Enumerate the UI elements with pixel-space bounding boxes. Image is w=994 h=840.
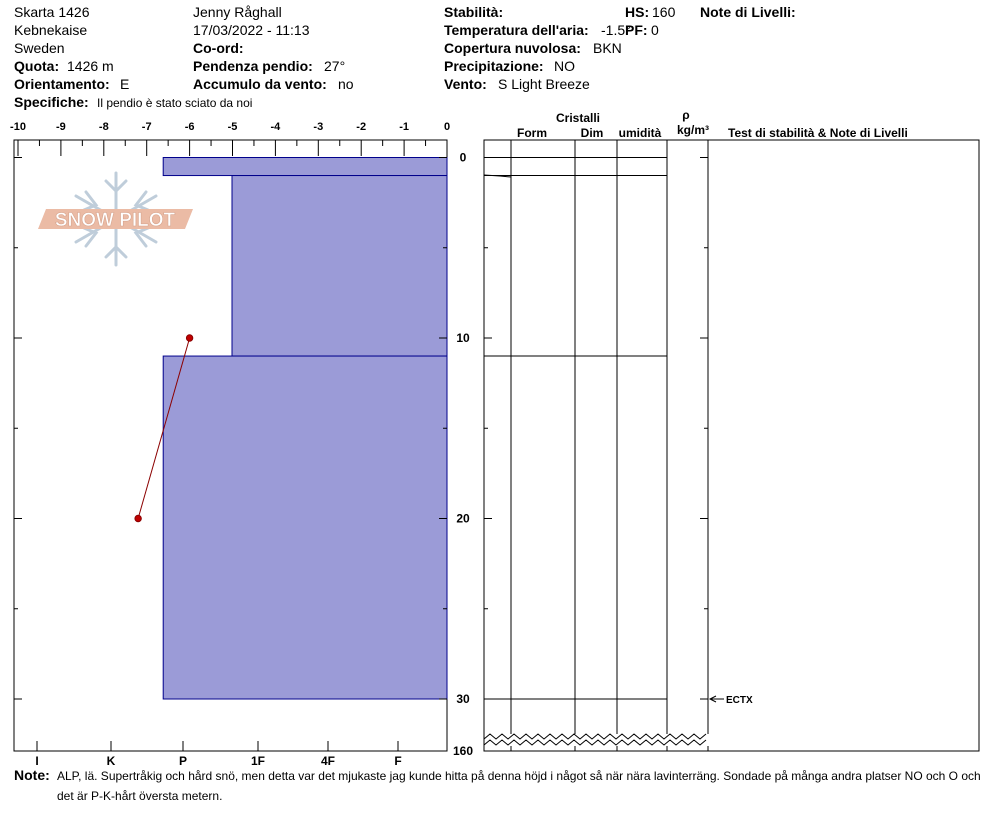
region: Kebnekaise — [14, 22, 88, 38]
col-form: Form — [517, 126, 547, 140]
hs-value: 160 — [652, 4, 676, 20]
aspect-value: E — [120, 76, 130, 92]
country: Sweden — [14, 40, 65, 56]
wind-loading-label: Accumulo da vento: — [193, 76, 327, 92]
stability-test-label: ECTX — [726, 695, 753, 706]
layer-notes-label: Note di Livelli: — [700, 4, 796, 20]
precip-value: NO — [554, 58, 575, 74]
details-label: Specifiche: — [14, 94, 89, 110]
details-value: Il pendio è stato sciato da noi — [97, 96, 253, 110]
temp-tick-label: -9 — [56, 121, 66, 133]
break-zigzag-lower — [484, 740, 706, 745]
layer-1 — [163, 158, 447, 176]
air-temp-label: Temperatura dell'aria: — [444, 22, 589, 38]
hardness-tick-label: P — [178, 754, 188, 768]
sky-value: BKN — [593, 40, 622, 56]
notes-label: Note: — [14, 767, 50, 783]
slope-label: Pendenza pendio: — [193, 58, 313, 74]
elevation-value: 1426 m — [67, 58, 114, 74]
temp-tick-label: -1 — [399, 121, 409, 133]
stability-label: Stabilità: — [444, 4, 504, 20]
pen-label: PF: — [625, 22, 648, 38]
elevation-label: Quota: — [14, 58, 60, 74]
break-zigzag-upper — [484, 734, 706, 739]
depth-label: 20 — [456, 511, 470, 526]
hardness-tick-label: 1F — [250, 754, 266, 768]
datetime: 17/03/2022 - 11:13 — [193, 22, 310, 38]
temp-tick-label: -5 — [227, 121, 238, 133]
wind-label: Vento: — [444, 76, 487, 92]
depth-label: 30 — [456, 692, 470, 706]
layers-group — [163, 158, 447, 700]
hardness-tick-label: I — [35, 754, 39, 768]
observer: Jenny Råghall — [193, 4, 282, 20]
col-tests: Test di stabilità & Note di Livelli — [728, 126, 908, 140]
col-size: Dim — [580, 126, 604, 140]
depth-label: 10 — [456, 331, 470, 345]
col-density: kg/m³ — [676, 123, 710, 137]
temp-tick-label: -3 — [313, 121, 324, 133]
temp-tick-label: 0 — [443, 121, 451, 133]
layer-2 — [232, 176, 447, 356]
snow-pilot-logo — [38, 173, 193, 265]
table-group — [484, 140, 753, 751]
temperature-point — [186, 335, 192, 341]
slope-value: 27° — [324, 58, 346, 74]
sky-label: Copertura nuvolosa: — [444, 40, 581, 56]
logo-text: SNOW PILOT — [54, 210, 176, 231]
temp-tick-label: -4 — [270, 121, 281, 133]
air-temp-value: -1.5° — [601, 22, 631, 38]
layer-3 — [163, 356, 447, 699]
depth-label: 160 — [452, 744, 474, 758]
depth-label: 0 — [459, 150, 467, 165]
wind-value: S Light Breeze — [498, 76, 590, 92]
col-crystals: Cristalli — [555, 111, 601, 125]
col-moisture: umidità — [618, 126, 662, 140]
coords-label: Co-ord: — [193, 40, 244, 56]
temp-tick-label: -8 — [98, 121, 109, 133]
notes-text: ALP, lä. Supertråkig och hård snö, men detta var det mjukaste jag kunde hitta på denna höjd i något så när nära lavinterräng. Sondade på många andra platser NO och O och det är P-K-hårt översta metern. — [57, 769, 981, 803]
hs-label: HS: — [625, 4, 650, 20]
aspect-label: Orientamento: — [14, 76, 110, 92]
temp-tick-label: -6 — [184, 121, 195, 133]
precip-label: Precipitazione: — [444, 58, 544, 74]
table-frame — [484, 140, 979, 751]
hardness-tick-label: K — [106, 754, 116, 768]
pen-value: 0 — [651, 22, 659, 38]
location: Skarta 1426 — [14, 4, 90, 20]
temp-tick-label: -2 — [356, 121, 367, 133]
temp-tick-label: -10 — [10, 121, 26, 133]
col-rho: ρ — [682, 108, 690, 122]
temperature-point — [135, 515, 141, 521]
hardness-tick-label: 4F — [320, 754, 336, 768]
wind-loading-value: no — [338, 76, 354, 92]
temp-tick-label: -7 — [141, 121, 152, 133]
hardness-tick-label: F — [394, 754, 402, 768]
